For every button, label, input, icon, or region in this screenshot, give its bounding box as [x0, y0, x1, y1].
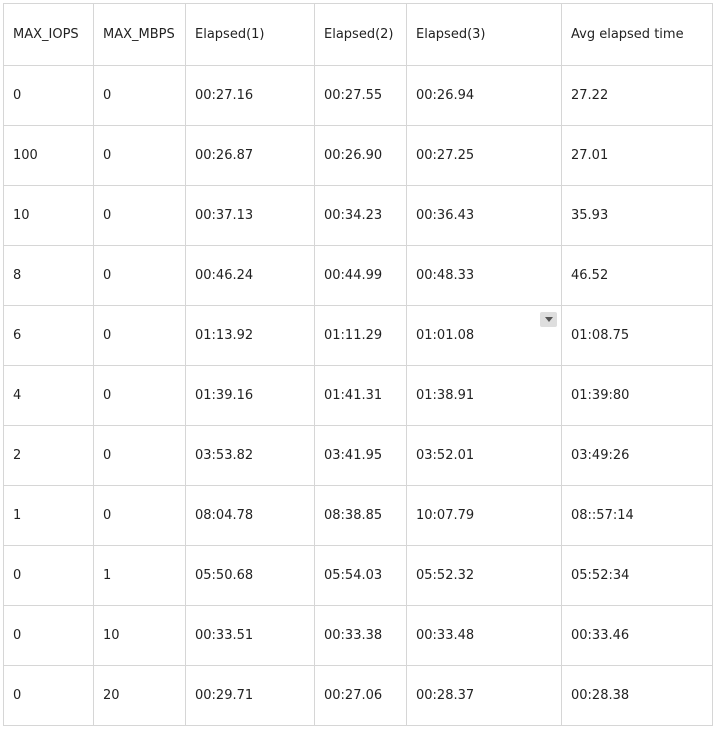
elapsed-2-cell[interactable]: [315, 246, 407, 306]
avg-elapsed-time-cell[interactable]: [562, 546, 713, 606]
header-elapsed-2[interactable]: Elapsed(2): [315, 4, 407, 66]
elapsed-1-cell[interactable]: [186, 546, 315, 606]
cell-text: 00:33.48: [416, 628, 475, 643]
max-mbps-cell[interactable]: [94, 666, 186, 726]
cell-text: 00:29.71: [195, 688, 254, 703]
header-avg-elapsed-time[interactable]: Avg elapsed time: [562, 4, 713, 66]
elapsed-3-cell[interactable]: [407, 186, 562, 246]
cell-text: 0: [103, 448, 112, 463]
elapsed-3-cell[interactable]: [407, 666, 562, 726]
table-row: [4, 666, 713, 726]
elapsed-1-cell[interactable]: [186, 66, 315, 126]
elapsed-2-cell[interactable]: [315, 606, 407, 666]
max-iops-cell[interactable]: [4, 246, 94, 306]
cell-text: 00:27.06: [324, 688, 383, 703]
table-row: [4, 426, 713, 486]
max-mbps-cell[interactable]: [94, 306, 186, 366]
cell-text: 08:38.85: [324, 508, 383, 523]
max-mbps-cell[interactable]: [94, 246, 186, 306]
elapsed-3-cell[interactable]: [407, 246, 562, 306]
elapsed-1-cell[interactable]: [186, 666, 315, 726]
max-mbps-cell[interactable]: [94, 126, 186, 186]
table-row: [4, 246, 713, 306]
cell-text: 00:28.38: [571, 688, 630, 703]
max-mbps-cell[interactable]: [94, 606, 186, 666]
max-iops-cell[interactable]: [4, 186, 94, 246]
header-max-iops[interactable]: MAX_IOPS: [4, 4, 94, 66]
cell-text: 0: [103, 148, 112, 163]
max-iops-cell[interactable]: [4, 486, 94, 546]
elapsed-2-cell[interactable]: [315, 126, 407, 186]
cell-text: 00:33.46: [571, 628, 630, 643]
cell-text: 00:26.94: [416, 88, 475, 103]
cell-text: 00:26.87: [195, 148, 254, 163]
cell-text: 46.52: [571, 268, 609, 283]
cell-text: 2: [13, 448, 22, 463]
cell-text: 00:34.23: [324, 208, 383, 223]
elapsed-2-cell[interactable]: [315, 426, 407, 486]
max-iops-cell[interactable]: [4, 666, 94, 726]
avg-elapsed-time-cell[interactable]: [562, 486, 713, 546]
avg-elapsed-time-cell[interactable]: [562, 426, 713, 486]
max-iops-cell[interactable]: [4, 426, 94, 486]
elapsed-1-cell[interactable]: [186, 426, 315, 486]
avg-elapsed-time-cell[interactable]: [562, 606, 713, 666]
cell-text: 00:28.37: [416, 688, 475, 703]
max-mbps-cell[interactable]: [94, 546, 186, 606]
max-mbps-cell[interactable]: [94, 486, 186, 546]
cell-text: 00:36.43: [416, 208, 475, 223]
elapsed-1-cell[interactable]: [186, 186, 315, 246]
cell-text: 01:41.31: [324, 388, 383, 403]
cell-text: 0: [103, 88, 112, 103]
cell-text: 0: [103, 388, 112, 403]
elapsed-2-cell[interactable]: [315, 66, 407, 126]
max-iops-cell[interactable]: [4, 546, 94, 606]
cell-text: 00:33.38: [324, 628, 383, 643]
elapsed-3-cell[interactable]: [407, 486, 562, 546]
cell-text: 0: [103, 508, 112, 523]
elapsed-1-cell[interactable]: [186, 366, 315, 426]
elapsed-2-cell[interactable]: [315, 186, 407, 246]
cell-text: 6: [13, 328, 22, 343]
cell-text: 08:04.78: [195, 508, 254, 523]
header-elapsed-3[interactable]: Elapsed(3): [407, 4, 562, 66]
cell-text: 27.22: [571, 88, 609, 103]
cell-text: 4: [13, 388, 22, 403]
cell-text: 03:49:26: [571, 448, 630, 463]
cell-text: 01:39.16: [195, 388, 254, 403]
table-row: [4, 126, 713, 186]
cell-text: 00:26.90: [324, 148, 383, 163]
cell-text: 01:39:80: [571, 388, 630, 403]
table-row: [4, 546, 713, 606]
cell-text: 0: [13, 88, 22, 103]
avg-elapsed-time-cell[interactable]: [562, 366, 713, 426]
chevron-down-icon[interactable]: [540, 312, 557, 327]
header-elapsed-1[interactable]: Elapsed(1): [186, 4, 315, 66]
max-iops-cell[interactable]: [4, 606, 94, 666]
header-max-mbps[interactable]: MAX_MBPS: [94, 4, 186, 66]
elapsed-1-cell[interactable]: [186, 126, 315, 186]
cell-text: 01:08.75: [571, 328, 630, 343]
table-row: [4, 306, 713, 366]
elapsed-3-cell[interactable]: [407, 126, 562, 186]
cell-text: 05:54.03: [324, 568, 383, 583]
avg-elapsed-time-cell[interactable]: [562, 666, 713, 726]
cell-text: 35.93: [571, 208, 609, 223]
cell-text: 03:53.82: [195, 448, 254, 463]
max-iops-cell[interactable]: [4, 126, 94, 186]
avg-elapsed-time-cell[interactable]: [562, 66, 713, 126]
cell-text: 0: [13, 628, 22, 643]
table-row: [4, 186, 713, 246]
cell-text: 03:52.01: [416, 448, 475, 463]
elapsed-1-cell[interactable]: [186, 246, 315, 306]
elapsed-2-cell[interactable]: [315, 366, 407, 426]
elapsed-3-cell[interactable]: [407, 606, 562, 666]
cell-text: 0: [103, 328, 112, 343]
max-mbps-cell[interactable]: [94, 66, 186, 126]
cell-text: 01:38.91: [416, 388, 475, 403]
cell-text: 01:11.29: [324, 328, 383, 343]
avg-elapsed-time-cell[interactable]: [562, 306, 713, 366]
cell-text: 05:52:34: [571, 568, 630, 583]
table-row: [4, 606, 713, 666]
elapsed-1-cell[interactable]: [186, 486, 315, 546]
cell-text: 01:13.92: [195, 328, 254, 343]
cell-text: 05:50.68: [195, 568, 254, 583]
avg-elapsed-time-cell[interactable]: [562, 246, 713, 306]
table-row: [4, 66, 713, 126]
cell-text: 1: [103, 568, 112, 583]
cell-text: 8: [13, 268, 22, 283]
cell-text: 00:48.33: [416, 268, 475, 283]
table-header-row: [4, 4, 713, 66]
elapsed-3-cell[interactable]: [407, 306, 562, 366]
elapsed-3-cell[interactable]: [407, 546, 562, 606]
elapsed-1-cell[interactable]: [186, 306, 315, 366]
max-iops-cell[interactable]: [4, 366, 94, 426]
cell-text: 00:46.24: [195, 268, 254, 283]
cell-text: 1: [13, 508, 22, 523]
cell-text: 03:41.95: [324, 448, 383, 463]
cell-text: 05:52.32: [416, 568, 475, 583]
elapsed-3-cell[interactable]: [407, 66, 562, 126]
table-row: [4, 486, 713, 546]
elapsed-2-cell[interactable]: [315, 486, 407, 546]
cell-text: 0: [13, 568, 22, 583]
cell-text: 00:37.13: [195, 208, 254, 223]
cell-text: 00:27.55: [324, 88, 383, 103]
cell-text: 00:44.99: [324, 268, 383, 283]
cell-text: 00:27.16: [195, 88, 254, 103]
cell-text: 27.01: [571, 148, 609, 163]
avg-elapsed-time-cell[interactable]: [562, 186, 713, 246]
max-mbps-cell[interactable]: [94, 366, 186, 426]
cell-text: 08::57:14: [571, 508, 634, 523]
max-iops-cell[interactable]: [4, 66, 94, 126]
cell-text: 20: [103, 688, 120, 703]
elapsed-2-cell[interactable]: [315, 306, 407, 366]
avg-elapsed-time-cell[interactable]: [562, 126, 713, 186]
elapsed-2-cell[interactable]: [315, 666, 407, 726]
elapsed-3-cell[interactable]: [407, 366, 562, 426]
elapsed-2-cell[interactable]: [315, 546, 407, 606]
elapsed-3-cell[interactable]: [407, 426, 562, 486]
results-table: [3, 3, 713, 726]
cell-text: 0: [103, 208, 112, 223]
cell-text: 00:27.25: [416, 148, 475, 163]
elapsed-1-cell[interactable]: [186, 606, 315, 666]
results-table-container: [3, 3, 713, 726]
cell-text: 0: [103, 268, 112, 283]
cell-text: 10:07.79: [416, 508, 475, 523]
cell-text: 10: [13, 208, 30, 223]
table-row: [4, 366, 713, 426]
cell-text: 100: [13, 148, 38, 163]
cell-text: 0: [13, 688, 22, 703]
cell-text: 10: [103, 628, 120, 643]
max-mbps-cell[interactable]: [94, 186, 186, 246]
max-iops-cell[interactable]: [4, 306, 94, 366]
max-mbps-cell[interactable]: [94, 426, 186, 486]
cell-text: 01:01.08: [416, 328, 475, 343]
cell-text: 00:33.51: [195, 628, 254, 643]
